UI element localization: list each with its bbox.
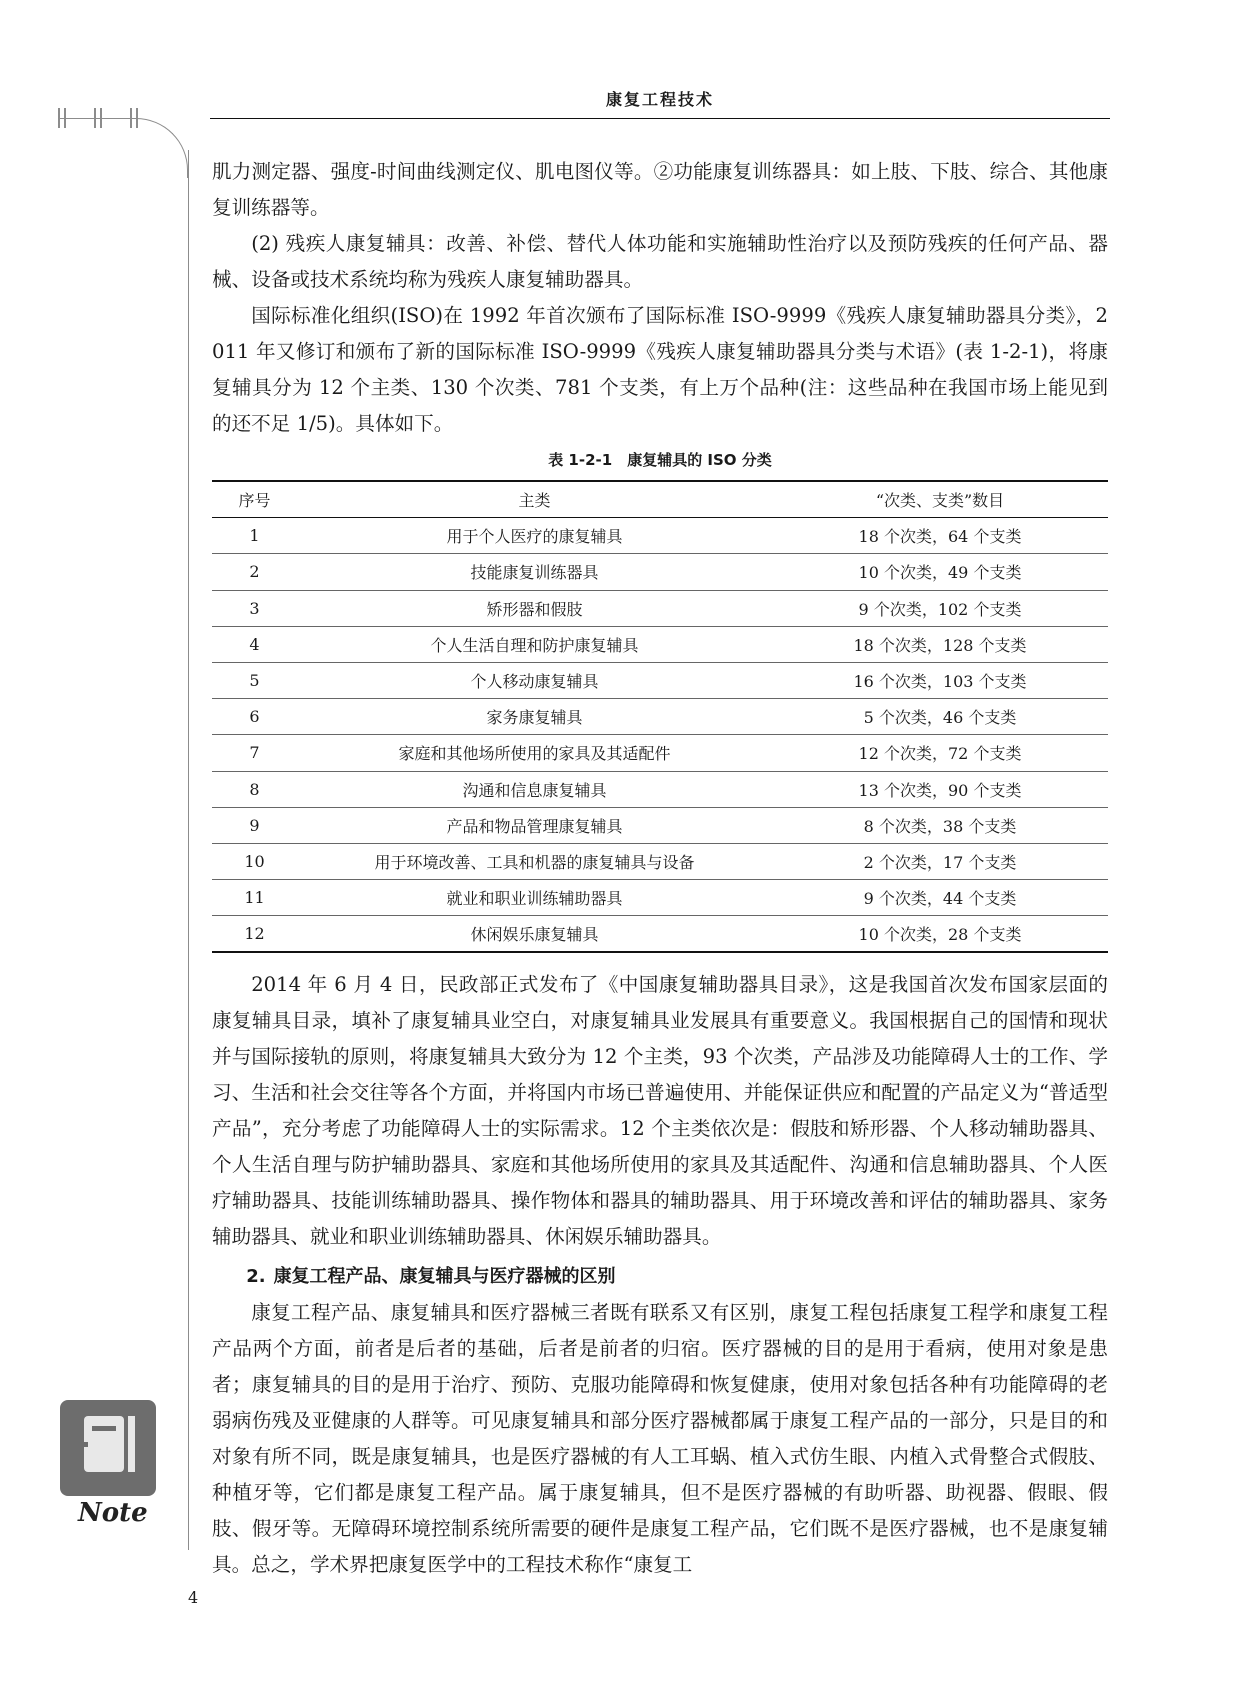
cell-main-class: 就业和职业训练辅助器具 <box>297 880 772 916</box>
cell-number: 6 <box>212 699 297 735</box>
cell-number: 9 <box>212 807 297 843</box>
note-icon <box>60 1400 156 1496</box>
cell-number: 12 <box>244 924 265 944</box>
paragraph: (2) 残疾人康复辅具：改善、补偿、替代人体功能和实施辅助性治疗以及预防残疾的任何产品、器械、设备或技术系统均称为残疾人康复辅助器具。 <box>212 232 1108 291</box>
column-header-main-class: 主类 <box>297 481 772 518</box>
table-row <box>212 771 1108 807</box>
cell-counts: 10 个次类，28 个支类 <box>858 925 1022 945</box>
cell-main-class: 个人移动康复辅具 <box>297 662 772 698</box>
paragraph: 2014 年 6 月 4 日，民政部正式发布了《中国康复辅助器具目录》，这是我国首次发布国家层面的康复辅具目录，填补了康复辅具业空白，对康复辅具业发展具有重要意义。我国根据自己的国情和现状并与国际接轨的原则，将康复辅具大致分为 12 个主类，93 个次类，产品涉及功能障碍人士的工作、学习、生活和社会交往等各个方面，并将国内市场已普遍使用、并能保证供应和配置的产品定义为“普适型产品”，充分考虑了功能障碍人士的实际需求。12 个主类依次是：假肢和矫形器、个人移动辅助器具、个人生活自理与防护辅助器具、家庭和其他场所使用的家具及其适配件、沟通和信息辅助器具、个人医疗辅助器具、技能训练辅助器具、操作物体和器具的辅助器具、用于环境改善和评估的辅助器具、家务辅助器具、就业和职业训练辅助器具、休闲娱乐辅助器具。 <box>212 973 1108 1249</box>
cell-counts: 8 个次类，38 个支类 <box>772 807 1108 843</box>
cell-main-class: 产品和物品管理康复辅具 <box>297 807 772 843</box>
header-rule <box>210 118 1110 119</box>
section-number: 2. <box>246 1266 266 1288</box>
margin-curve <box>60 118 188 178</box>
cell-counts: 2 个次类，17 个支类 <box>772 843 1108 879</box>
page-body <box>212 154 1108 1583</box>
cell-number: 7 <box>212 735 297 771</box>
table-row <box>212 807 1108 843</box>
cell-main-class: 沟通和信息康复辅具 <box>297 771 772 807</box>
cell-number: 1 <box>212 518 297 554</box>
section-heading <box>212 1259 1108 1295</box>
paragraph: 康复工程产品、康复辅具和医疗器械三者既有联系又有区别，康复工程包括康复工程学和康复工程产品两个方面，前者是后者的基础，后者是前者的归宿。医疗器械的目的是用于看病，使用对象是患者；康复辅具的目的是用于治疗、预防、克服功能障碍和恢复健康，使用对象包括各种有功能障碍的老弱病伤残及亚健康的人群等。可见康复辅具和部分医疗器械都属于康复工程产品的一部分，只是目的和对象有所不同，既是康复辅具，也是医疗器械的有人工耳蜗、植入式仿生眼、内植入式骨整合式假肢、种植牙等，它们都是康复工程产品。属于康复辅具，但不是医疗器械的有助听器、助视器、假眼、假肢、假牙等。无障碍环境控制系统所需要的硬件是康复工程产品，它们既不是医疗器械，也不是康复辅具。总之，学术界把康复医学中的工程技术称作“康复工 <box>212 1301 1108 1577</box>
table-row <box>212 626 1108 662</box>
cell-counts: 5 个次类，46 个支类 <box>772 699 1108 735</box>
table-row <box>212 554 1108 590</box>
cell-number: 2 <box>212 554 297 590</box>
cell-main-class: 家庭和其他场所使用的家具及其适配件 <box>297 735 772 771</box>
cell-counts: 18 个次类，64 个支类 <box>772 518 1108 554</box>
table-row <box>212 880 1108 916</box>
table-row <box>212 518 1108 554</box>
cell-counts: 16 个次类，103 个支类 <box>772 662 1108 698</box>
table-row <box>212 662 1108 698</box>
table-body <box>212 518 1108 953</box>
table-row <box>212 843 1108 879</box>
plus-icon <box>72 1436 88 1452</box>
cell-number: 10 <box>212 843 297 879</box>
table-caption: 表 1-2-1 康复辅具的 ISO 分类 <box>548 451 772 469</box>
paragraph: 肌力测定器、强度-时间曲线测定仪、肌电图仪等。②功能康复训练器具：如上肢、下肢、综合、其他康复训练器等。 <box>212 160 1108 219</box>
cell-counts: 9 个次类，44 个支类 <box>772 880 1108 916</box>
cell-counts: 9 个次类，102 个支类 <box>772 590 1108 626</box>
table-row <box>212 916 1108 953</box>
running-header: 康复工程技术 <box>605 90 714 109</box>
cell-counts: 12 个次类，72 个支类 <box>772 735 1108 771</box>
cell-main-class: 休闲娱乐康复辅具 <box>470 925 599 945</box>
note-badge <box>60 1400 176 1528</box>
margin-line <box>188 150 189 1550</box>
cell-number: 3 <box>212 590 297 626</box>
table-row <box>212 699 1108 735</box>
cell-main-class: 个人生活自理和防护康复辅具 <box>297 626 772 662</box>
document-icon <box>84 1416 124 1472</box>
column-header-number: 序号 <box>212 481 297 518</box>
cell-main-class: 技能康复训练器具 <box>297 554 772 590</box>
cell-counts: 13 个次类，90 个支类 <box>772 771 1108 807</box>
column-header-counts: “次类、支类”数目 <box>772 481 1108 518</box>
cell-number: 4 <box>212 626 297 662</box>
cell-main-class: 用于环境改善、工具和机器的康复辅具与设备 <box>297 843 772 879</box>
cell-number: 5 <box>212 662 297 698</box>
table-row <box>212 735 1108 771</box>
cell-number: 8 <box>212 771 297 807</box>
section-title: 康复工程产品、康复辅具与医疗器械的区别 <box>273 1266 616 1288</box>
table-row <box>212 590 1108 626</box>
binder-icon <box>128 1416 135 1472</box>
cell-main-class: 用于个人医疗的康复辅具 <box>297 518 772 554</box>
table-header-row <box>212 481 1108 518</box>
iso-classification-table <box>212 480 1108 953</box>
cell-counts: 10 个次类，49 个支类 <box>772 554 1108 590</box>
cell-main-class: 家务康复辅具 <box>297 699 772 735</box>
paragraph: 国际标准化组织(ISO)在 1992 年首次颁布了国际标准 ISO-9999《残疾人康复辅助器具分类》，2011 年又修订和颁布了新的国际标准 ISO-9999《残疾人康复辅助器具分类与术语》(表 1-2-1)，将康复辅具分为 12 个主类、130 个次类、781 个支类，有上万个品种(注：这些品种在我国市场上能见到的还不足 1/5)。具体如下。 <box>212 304 1108 435</box>
note-label: Note <box>78 1498 148 1528</box>
page-number: 4 <box>188 1588 199 1607</box>
cell-counts: 18 个次类，128 个支类 <box>772 626 1108 662</box>
cell-number: 11 <box>212 880 297 916</box>
cell-main-class: 矫形器和假肢 <box>297 590 772 626</box>
